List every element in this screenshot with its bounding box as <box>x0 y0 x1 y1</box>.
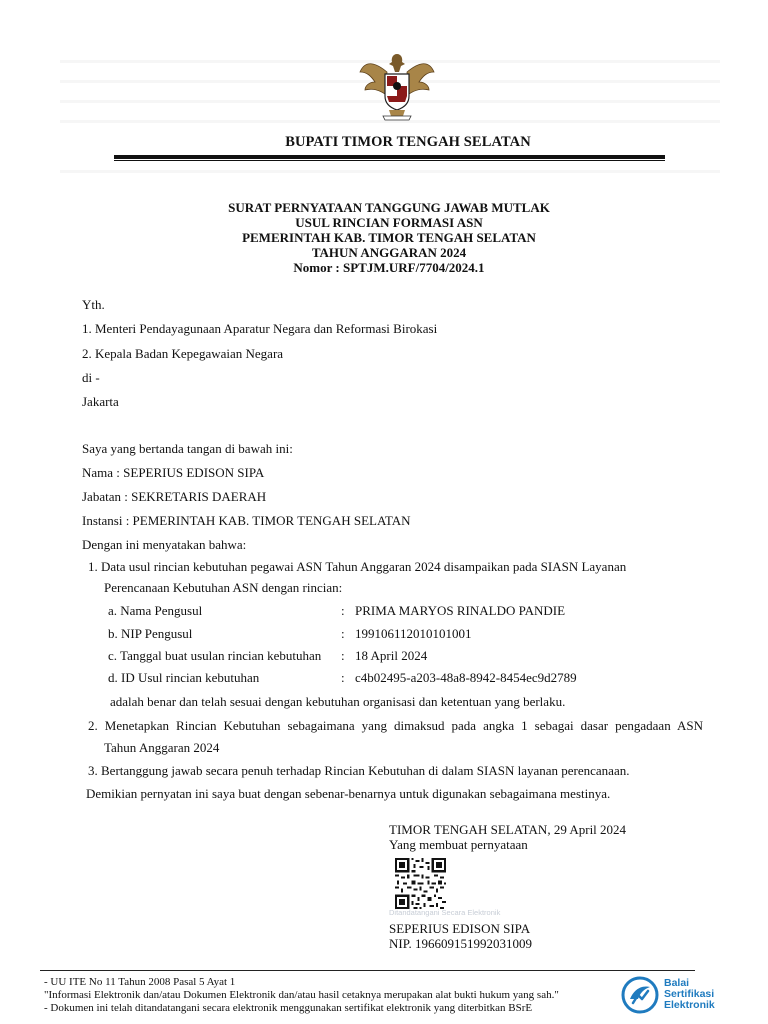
point-2-text: Tahun Anggaran 2024 <box>104 740 220 755</box>
bsre-text-line: Sertifikasi <box>664 988 715 1000</box>
point-1-closing: adalah benar dan telah sesuai dengan kebutuhan organisasi dan ketentuan yang berlaku. <box>110 694 566 709</box>
detail-colon: : <box>341 648 345 663</box>
signer-institution: Instansi : PEMERINTAH KAB. TIMOR TENGAH SELATAN <box>82 513 411 528</box>
header-title: BUPATI TIMOR TENGAH SELATAN <box>285 134 531 150</box>
detail-colon: : <box>341 670 345 685</box>
footer-line: - UU ITE No 11 Tahun 2008 Pasal 5 Ayat 1 <box>44 976 236 988</box>
footer-divider <box>40 970 695 971</box>
signer-position: Jabatan : SEKRETARIS DAERAH <box>82 489 267 504</box>
doc-title-line: TAHUN ANGGARAN 2024 <box>311 245 467 260</box>
detail-value: 199106112010101001 <box>355 626 472 641</box>
signer-name: Nama : SEPERIUS EDISON SIPA <box>82 465 265 480</box>
detail-value: c4b02495-a203-48a8-8942-8454ec9d2789 <box>355 670 577 685</box>
closing-statement: Demikian pernyatan ini saya buat dengan sebenar-benarnya untuk digunakan sebagaimana mestinya. <box>86 786 611 801</box>
addressee-city: Jakarta <box>82 394 119 409</box>
bsre-logo-text <box>664 978 715 1011</box>
garuda-emblem-icon <box>357 50 437 124</box>
header-divider <box>114 155 665 159</box>
header-divider-thin <box>114 160 665 161</box>
detail-label: c. Tanggal buat usulan rincian kebutuhan <box>108 648 322 663</box>
detail-colon: : <box>341 626 345 641</box>
signature-name: SEPERIUS EDISON SIPA <box>389 921 531 936</box>
greeting: Yth. <box>82 297 105 312</box>
signer-intro: Saya yang bertanda tangan di bawah ini: <box>82 441 293 456</box>
point-1-text: Perencanaan Kebutuhan ASN dengan rincian: <box>104 580 343 595</box>
footer-line: "Informasi Elektronik dan/atau Dokumen Elektronik dan/atau hasil cetaknya merupakan alat bukti hukum yang sah." <box>44 989 559 1001</box>
doc-title-line: USUL RINCIAN FORMASI ASN <box>295 215 483 230</box>
bsre-logo-icon <box>620 975 660 1015</box>
qr-code-icon <box>395 858 446 909</box>
signature-maker: Yang membuat pernyataan <box>389 837 528 852</box>
detail-label: d. ID Usul rincian kebutuhan <box>108 670 260 685</box>
doc-title-line: PEMERINTAH KAB. TIMOR TENGAH SELATAN <box>242 230 536 245</box>
point-2-text: 2. Menetapkan Rincian Kebutuhan sebagaimana yang dimaksud pada angka 1 sebagai dasar pengadaan ASN <box>88 718 703 733</box>
addressee-di: di - <box>82 370 100 385</box>
bsre-text-line: Balai <box>664 977 690 989</box>
signature-nip: NIP. 196609151992031009 <box>389 936 533 951</box>
detail-label: a. Nama Pengusul <box>108 603 203 618</box>
detail-value: PRIMA MARYOS RINALDO PANDIE <box>355 603 566 618</box>
point-3-text: 3. Bertanggung jawab secara penuh terhadap Rincian Kebutuhan di dalam SIASN layanan perencanaan. <box>88 763 630 778</box>
point-1-text: 1. Data usul rincian kebutuhan pegawai ASN Tahun Anggaran 2024 disampaikan pada SIASN Layanan <box>88 559 627 574</box>
detail-value: 18 April 2024 <box>355 648 428 663</box>
detail-label: b. NIP Pengusul <box>108 626 193 641</box>
doc-title-line: SURAT PERNYATAAN TANGGUNG JAWAB MUTLAK <box>228 200 550 215</box>
bsre-text-line: Elektronik <box>664 999 715 1011</box>
doc-number: Nomor : SPTJM.URF/7704/2024.1 <box>293 260 485 275</box>
recipient: 1. Menteri Pendayagunaan Aparatur Negara dan Reformasi Birokasi <box>82 321 438 336</box>
statement-intro: Dengan ini menyatakan bahwa: <box>82 537 247 552</box>
recipient: 2. Kepala Badan Kepegawaian Negara <box>82 346 284 361</box>
detail-colon: : <box>341 603 345 618</box>
signed-electronically-caption: Ditandatangani Secara Elektronik <box>389 908 501 917</box>
footer-line: - Dokumen ini telah ditandatangani secara elektronik menggunakan sertifikat elektronik yang diterbitkan BSrE <box>44 1002 533 1014</box>
signature-place-date: TIMOR TENGAH SELATAN, 29 April 2024 <box>389 822 627 837</box>
